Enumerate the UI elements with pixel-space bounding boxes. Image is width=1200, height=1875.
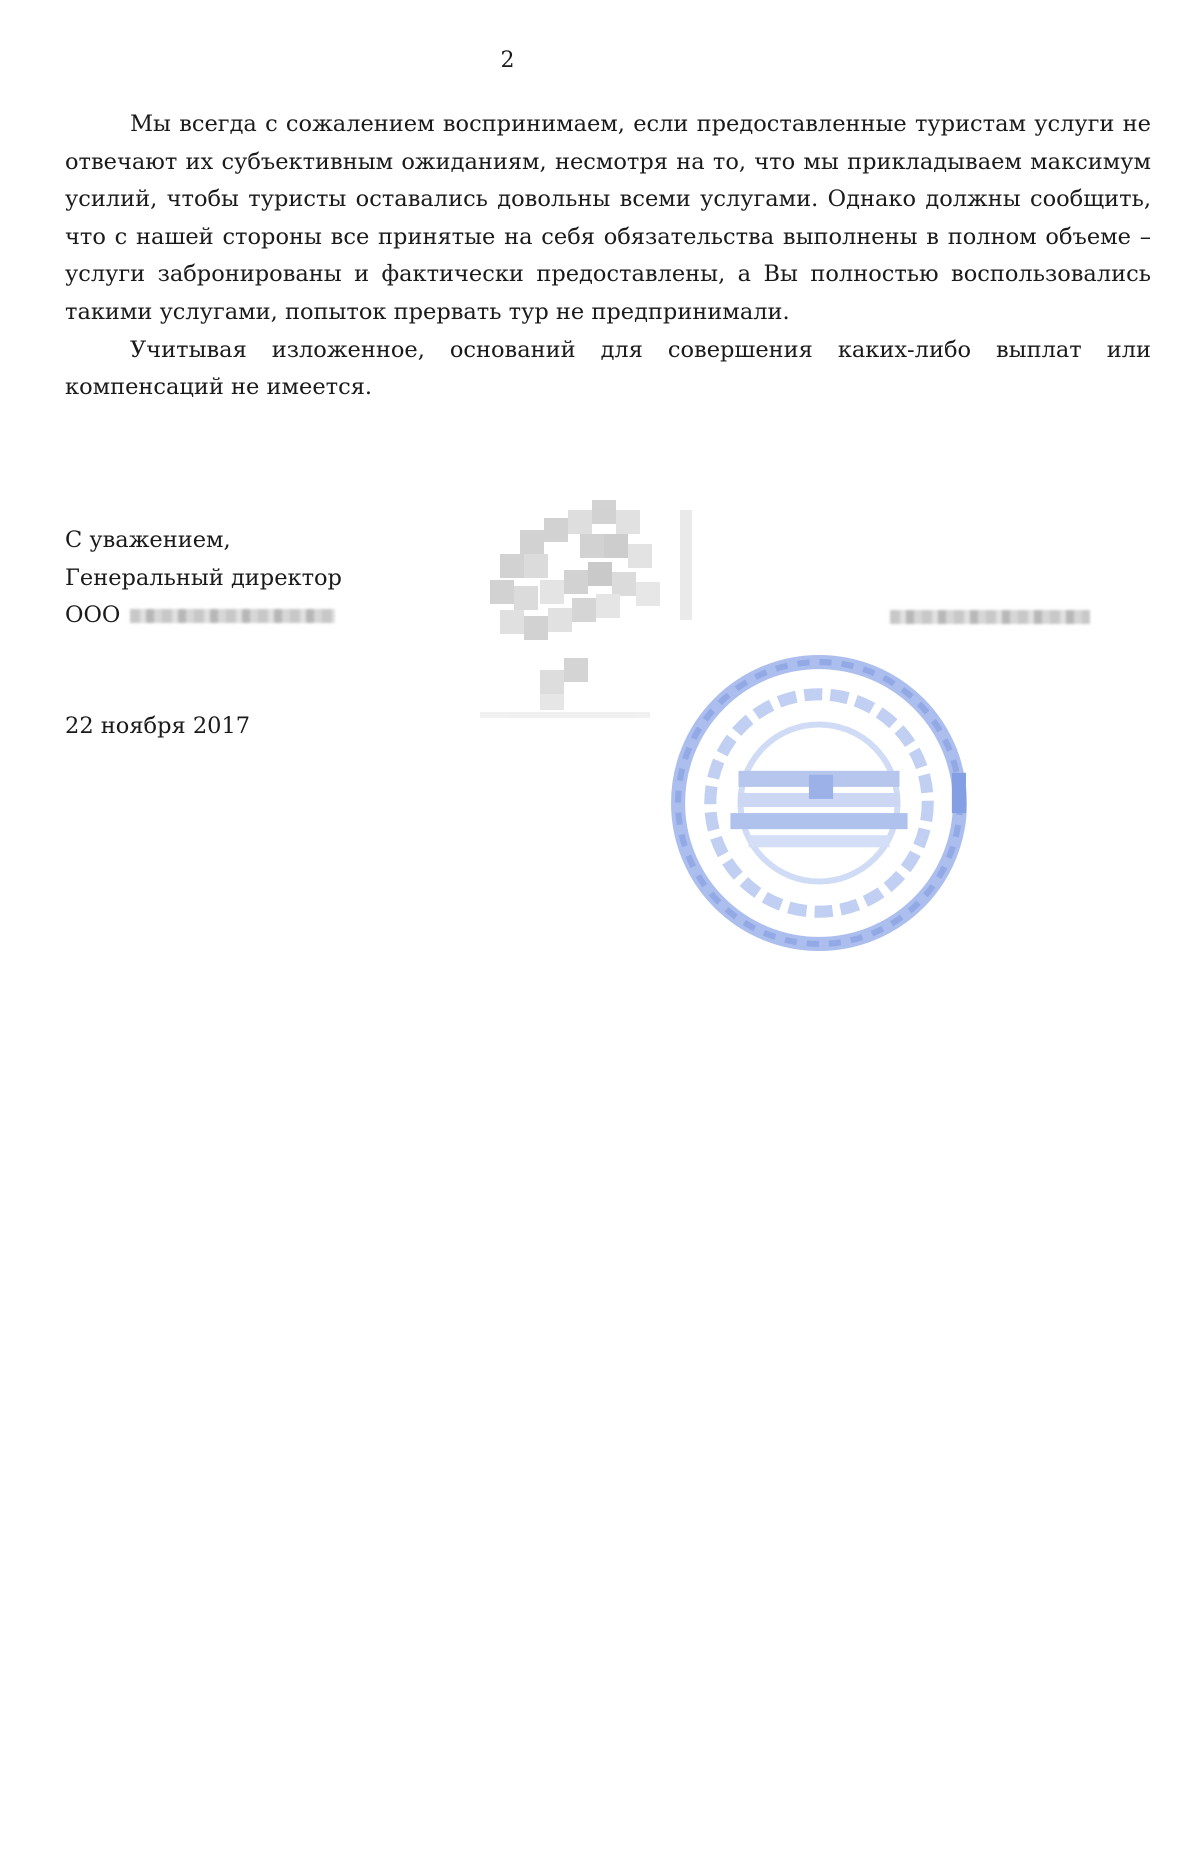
letter-body [65,106,1151,407]
company-stamp [668,652,970,954]
paragraph-1: Мы всегда с сожалением воспринимаем, если предоставленные туристам услуги не отвечают их субъективным ожиданиям, несмотря на то, что мы прикладываем максимум усилий, чтобы туристы оставались довольны всеми услугами. Однако должны сообщить, что с нашей стороны все принятые на себя обязательства выполнены в полном объеме – услуги забронированы и фактически предоставлены, а Вы полностью воспользовались такими услугами, попыток прервать тур не предпринимали. [65,111,1151,325]
signatory-position: Генеральный директор [65,564,342,591]
company-line [65,597,342,635]
redacted-signatory-name [890,610,1090,624]
page-number: 2 [500,48,515,73]
letter-date: 22 ноября 2017 [65,713,251,739]
closing-block [65,522,342,635]
closing-regards: С уважением, [65,527,231,553]
company-prefix: ООО [65,602,121,629]
redacted-company-name [130,609,335,623]
paragraph-2: Учитывая изложенное, оснований для совершения каких-либо выплат или компенсаций не имеется. [65,336,1151,401]
